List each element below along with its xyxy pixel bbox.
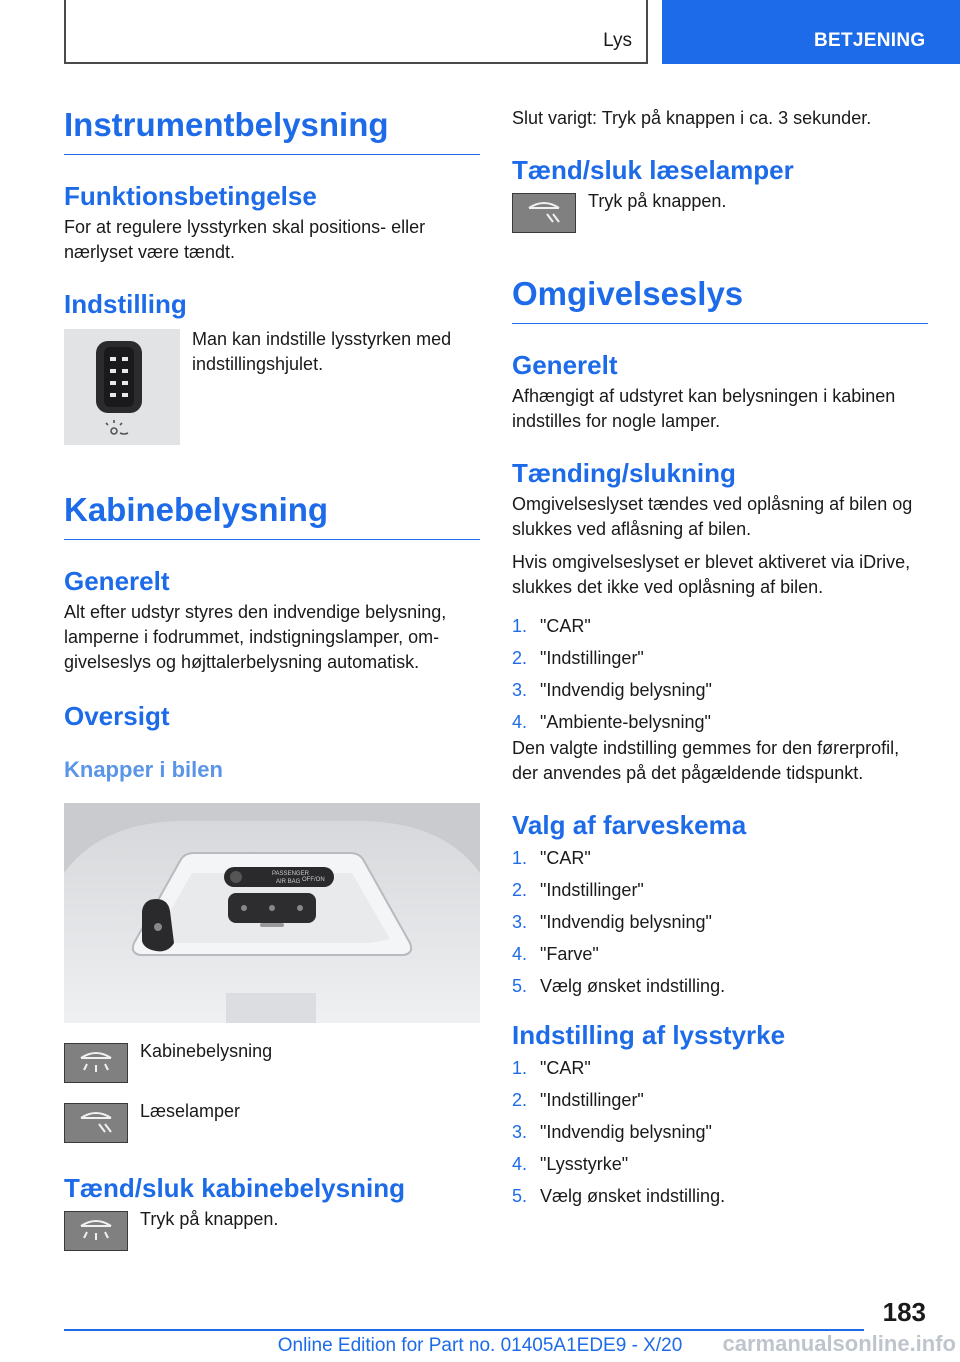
- laeselamper-icon-row: [64, 1103, 480, 1143]
- ambiente-steps-list: [512, 614, 928, 742]
- list-item-number: 4.: [512, 712, 528, 732]
- list-item-text: "CAR": [540, 1058, 591, 1078]
- list-item-number: 2.: [512, 648, 528, 668]
- list-item: [512, 1120, 928, 1152]
- list-item-text: "Farve": [540, 944, 599, 964]
- heading-indstilling: Indstilling: [64, 289, 187, 319]
- taending-text-1: Omgivelseslyset tændes ved oplåsning af bilen og slukkes ved aflåsning af bilen.: [512, 494, 913, 539]
- cabin-light-button-icon: [64, 1043, 128, 1083]
- list-item-text: "Lysstyrke": [540, 1154, 629, 1174]
- list-item-text: "Indvendig belysning": [540, 680, 712, 700]
- indstilling-text: Man kan indstille lysstyrken med indstillingshjulet.: [192, 329, 452, 374]
- laeselamper-text: Tryk på knappen.: [588, 191, 727, 211]
- reading-light-button-icon: [64, 1103, 128, 1143]
- heading-omgivelseslys: Omgivelseslys: [512, 275, 928, 324]
- list-item-number: 1.: [512, 848, 528, 868]
- list-item: [512, 878, 928, 910]
- header-chapter-label: BETJENING: [814, 30, 926, 51]
- indstilling-row: [64, 329, 480, 445]
- funktionsbetingelse-text: For at regulere lysstyrken skal positions- eller nærlyset være tændt.: [64, 217, 426, 262]
- list-item-number: 3.: [512, 1122, 528, 1142]
- list-item-number: 4.: [512, 944, 528, 964]
- farve-steps-list: [512, 846, 928, 1006]
- cabin-light-button-icon-2: [64, 1211, 128, 1251]
- list-item: [512, 646, 928, 678]
- right-column: [512, 106, 928, 1216]
- heading-taend-sluk-laeselamper: Tænd/sluk læselamper: [512, 155, 794, 185]
- heading-funktionsbetingelse: Funktionsbetingelse: [64, 181, 317, 211]
- list-item: [512, 1184, 928, 1216]
- list-item-number: 5.: [512, 976, 528, 996]
- header-chapter-tab[interactable]: [662, 0, 960, 64]
- list-item-text: Vælg ønsket indstilling.: [540, 1186, 726, 1206]
- header-section-box: [64, 0, 648, 64]
- list-item: [512, 1056, 928, 1088]
- airbag-off-on-label: OFF/ON: [302, 877, 325, 883]
- roof-console-photo: [64, 803, 480, 1023]
- airbag-label: AIR BAG: [276, 879, 301, 885]
- taend-kabine-row: [64, 1211, 480, 1251]
- left-column: [64, 96, 480, 1251]
- list-item-number: 3.: [512, 680, 528, 700]
- page-number: 183: [882, 1297, 926, 1327]
- taend-kabine-text: Tryk på knappen.: [140, 1209, 279, 1229]
- header-section-title: Lys: [603, 30, 632, 51]
- list-item: [512, 678, 928, 710]
- slut-varigt-text: Slut varigt: Tryk på knappen i ca. 3 sekunder.: [512, 108, 872, 128]
- list-item: [512, 1088, 928, 1120]
- taending-text-2: Hvis omgivelseslyset er blevet aktiveret via iDrive, slukkes det ikke ved oplåsning af bilen.: [512, 552, 911, 597]
- heading-taending-slukning: Tænding/slukning: [512, 458, 736, 488]
- list-item-number: 1.: [512, 1058, 528, 1078]
- list-item: [512, 910, 928, 942]
- list-item-text: "Indvendig belysning": [540, 912, 712, 932]
- list-item-number: 3.: [512, 912, 528, 932]
- heading-generelt-omgivelseslys: Generelt: [512, 350, 618, 380]
- list-item-number: 4.: [512, 1154, 528, 1174]
- list-item-text: "CAR": [540, 616, 591, 636]
- list-item: [512, 942, 928, 974]
- heading-valg-af-farveskema: Valg af farveskema: [512, 810, 747, 840]
- list-item-text: "Ambiente-belysning": [540, 712, 711, 732]
- footer-watermark: carmanualsonline.info: [722, 1331, 956, 1356]
- heading-oversigt: Oversigt: [64, 701, 170, 731]
- list-item: [512, 846, 928, 878]
- list-item-text: "Indstillinger": [540, 648, 644, 668]
- omgivelseslys-generelt-text: Afhængigt af udstyret kan belysningen i kabinen indstilles for nogle lamper.: [512, 386, 896, 431]
- list-item-number: 2.: [512, 880, 528, 900]
- list-item-text: "Indstillinger": [540, 1090, 644, 1110]
- laeselamper-row: [512, 193, 928, 233]
- list-item-number: 5.: [512, 1186, 528, 1206]
- passenger-label: PASSENGER: [272, 871, 309, 877]
- heading-kabinebelysning: Kabinebelysning: [64, 491, 480, 540]
- list-item-number: 1.: [512, 616, 528, 636]
- dimmer-wheel-icon: [64, 329, 180, 445]
- heading-knapper-i-bilen: Knapper i bilen: [64, 757, 223, 782]
- kabinebelysning-label: Kabinebelysning: [140, 1041, 273, 1061]
- heading-instrumentbelysning: Instrumentbelysning: [64, 106, 480, 155]
- gemmes-text: Den valgte indstilling gemmes for den førerprofil, der anvendes på det pågældende tidspunkt.: [512, 738, 900, 783]
- heading-generelt: Generelt: [64, 566, 170, 596]
- kabinebelysning-icon-row: [64, 1043, 480, 1083]
- list-item: [512, 614, 928, 646]
- list-item: [512, 974, 928, 1006]
- reading-light-button-icon-2: [512, 193, 576, 233]
- list-item-text: Vælg ønsket indstilling.: [540, 976, 726, 996]
- heading-indstilling-af-lysstyrke: Indstilling af lysstyrke: [512, 1020, 786, 1050]
- list-item: [512, 1152, 928, 1184]
- list-item-text: "Indvendig belysning": [540, 1122, 712, 1142]
- list-item-text: "CAR": [540, 848, 591, 868]
- roof-console-illustration: [64, 803, 480, 1023]
- lysstyrke-steps-list: [512, 1056, 928, 1216]
- list-item-text: "Indstillinger": [540, 880, 644, 900]
- generelt-text: Alt efter udstyr styres den indvendige belysning, lamperne i fodrummet, indstigningslamper, omgivelseslys og højttalerbelysning automatisk.: [64, 602, 447, 672]
- dimmer-wheel-image: [64, 329, 180, 445]
- heading-taend-sluk-kabinebelysning: Tænd/sluk kabinebelysning: [64, 1173, 405, 1203]
- footer-edition: Online Edition for Part no. 01405A1EDE9 - X/20: [277, 1335, 683, 1356]
- list-item-number: 2.: [512, 1090, 528, 1110]
- laeselamper-label: Læselamper: [140, 1101, 241, 1121]
